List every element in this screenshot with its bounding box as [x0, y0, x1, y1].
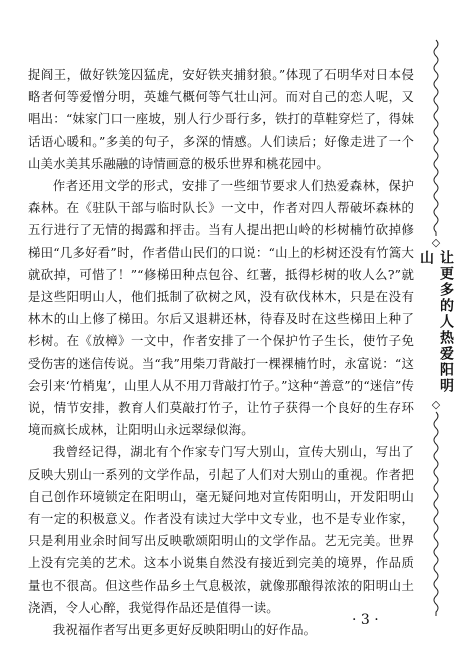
paragraph-1: 捉阎王，做好铁笼囚猛虎，安好铁夹捕豺狼。”体现了石明华对日本侵略者何等爱憎分明，英雄气概何等气壮山河。而对自己的恋人呢，又唱出：“妹家门口一座坡，别人行少哥行多，铁打的草鞋穿烂了，得妹话语心暖和。”多美的句子，多深的情感。人们读后；好像走进了一个山美水美其乐融融的诗情画意的极乐世界和桃花园中。 [28, 67, 414, 171]
wavy-rule-bottom [432, 412, 440, 616]
diamond-ornament-top: ◇ [431, 236, 441, 249]
diamond-ornament-bottom: ◇ [431, 398, 441, 411]
page-number: · 3 · [352, 612, 379, 628]
running-title [418, 236, 454, 412]
paragraph-4: 我祝福作者写出更多更好反映阳明山的好作品。 [52, 622, 317, 638]
running-title-rail [418, 0, 454, 656]
running-title-text: 让更多的人热爱阳明山 [418, 250, 454, 394]
wavy-rule-top [432, 40, 440, 236]
paragraph-2: 作者还用文学的形式，安排了一些细节要求人们热爱森林，保护森林。在《驻队干部与临时队长》一文中，作者对四人帮破坏森林的五行进行了无情的揭露和抨击。当有人提出把山岭的杉树楠竹砍掉修梯田“几多好看”时，作者借山民们的口说：“山上的杉树还没有竹篙大就砍掉，可惜了！”“修梯田种点包谷、红薯，抵得杉树的收人么?”就是这些阳明山人，他们抵制了砍树之风，没有砍伐林木，只是在没有林木的山上修了梯田。尔后又退耕还林，待春及时在这些梯田上种了杉树。在《放樟》一文中，作者安排了一个保护竹子生长，使竹子免受伤害的迷信传说。当“我”用柴刀背敲打一棵裸楠竹时，永富说：“这会引来‘竹梢鬼’，山里人从不用刀背敲打竹子。”这种“善意”的“迷信”传说，情节安排，教育人们莫敲打竹子，让竹子获得一个良好的生存环境而疯长成林，让阳明山永远翠绿似海。 [28, 178, 414, 438]
body-text [28, 64, 414, 641]
paragraph-3: 我曾经记得，湖北有个作家专门写大别山，宣传大别山，写出了反映大别山一系列的文学作品，引起了人们对大别山的重视。作者把自己创作环境锁定在阳明山，毫无疑问地对宣传阳明山，开发阳明山有一定的积极意义。作者没有读过大学中文专业，也不是专业作家，只是利用业余时间写出反映歌颂阳明山的文学作品。艺无完美。世界上没有完美的艺术。这本小说集自然没有接近到完美的境界，作品质量也不很高。但这些作品乡土气息极浓，就像那酿得浓浓的阳明山土浇酒，令人心醉，我觉得作品还是值得一读。 [28, 444, 414, 615]
